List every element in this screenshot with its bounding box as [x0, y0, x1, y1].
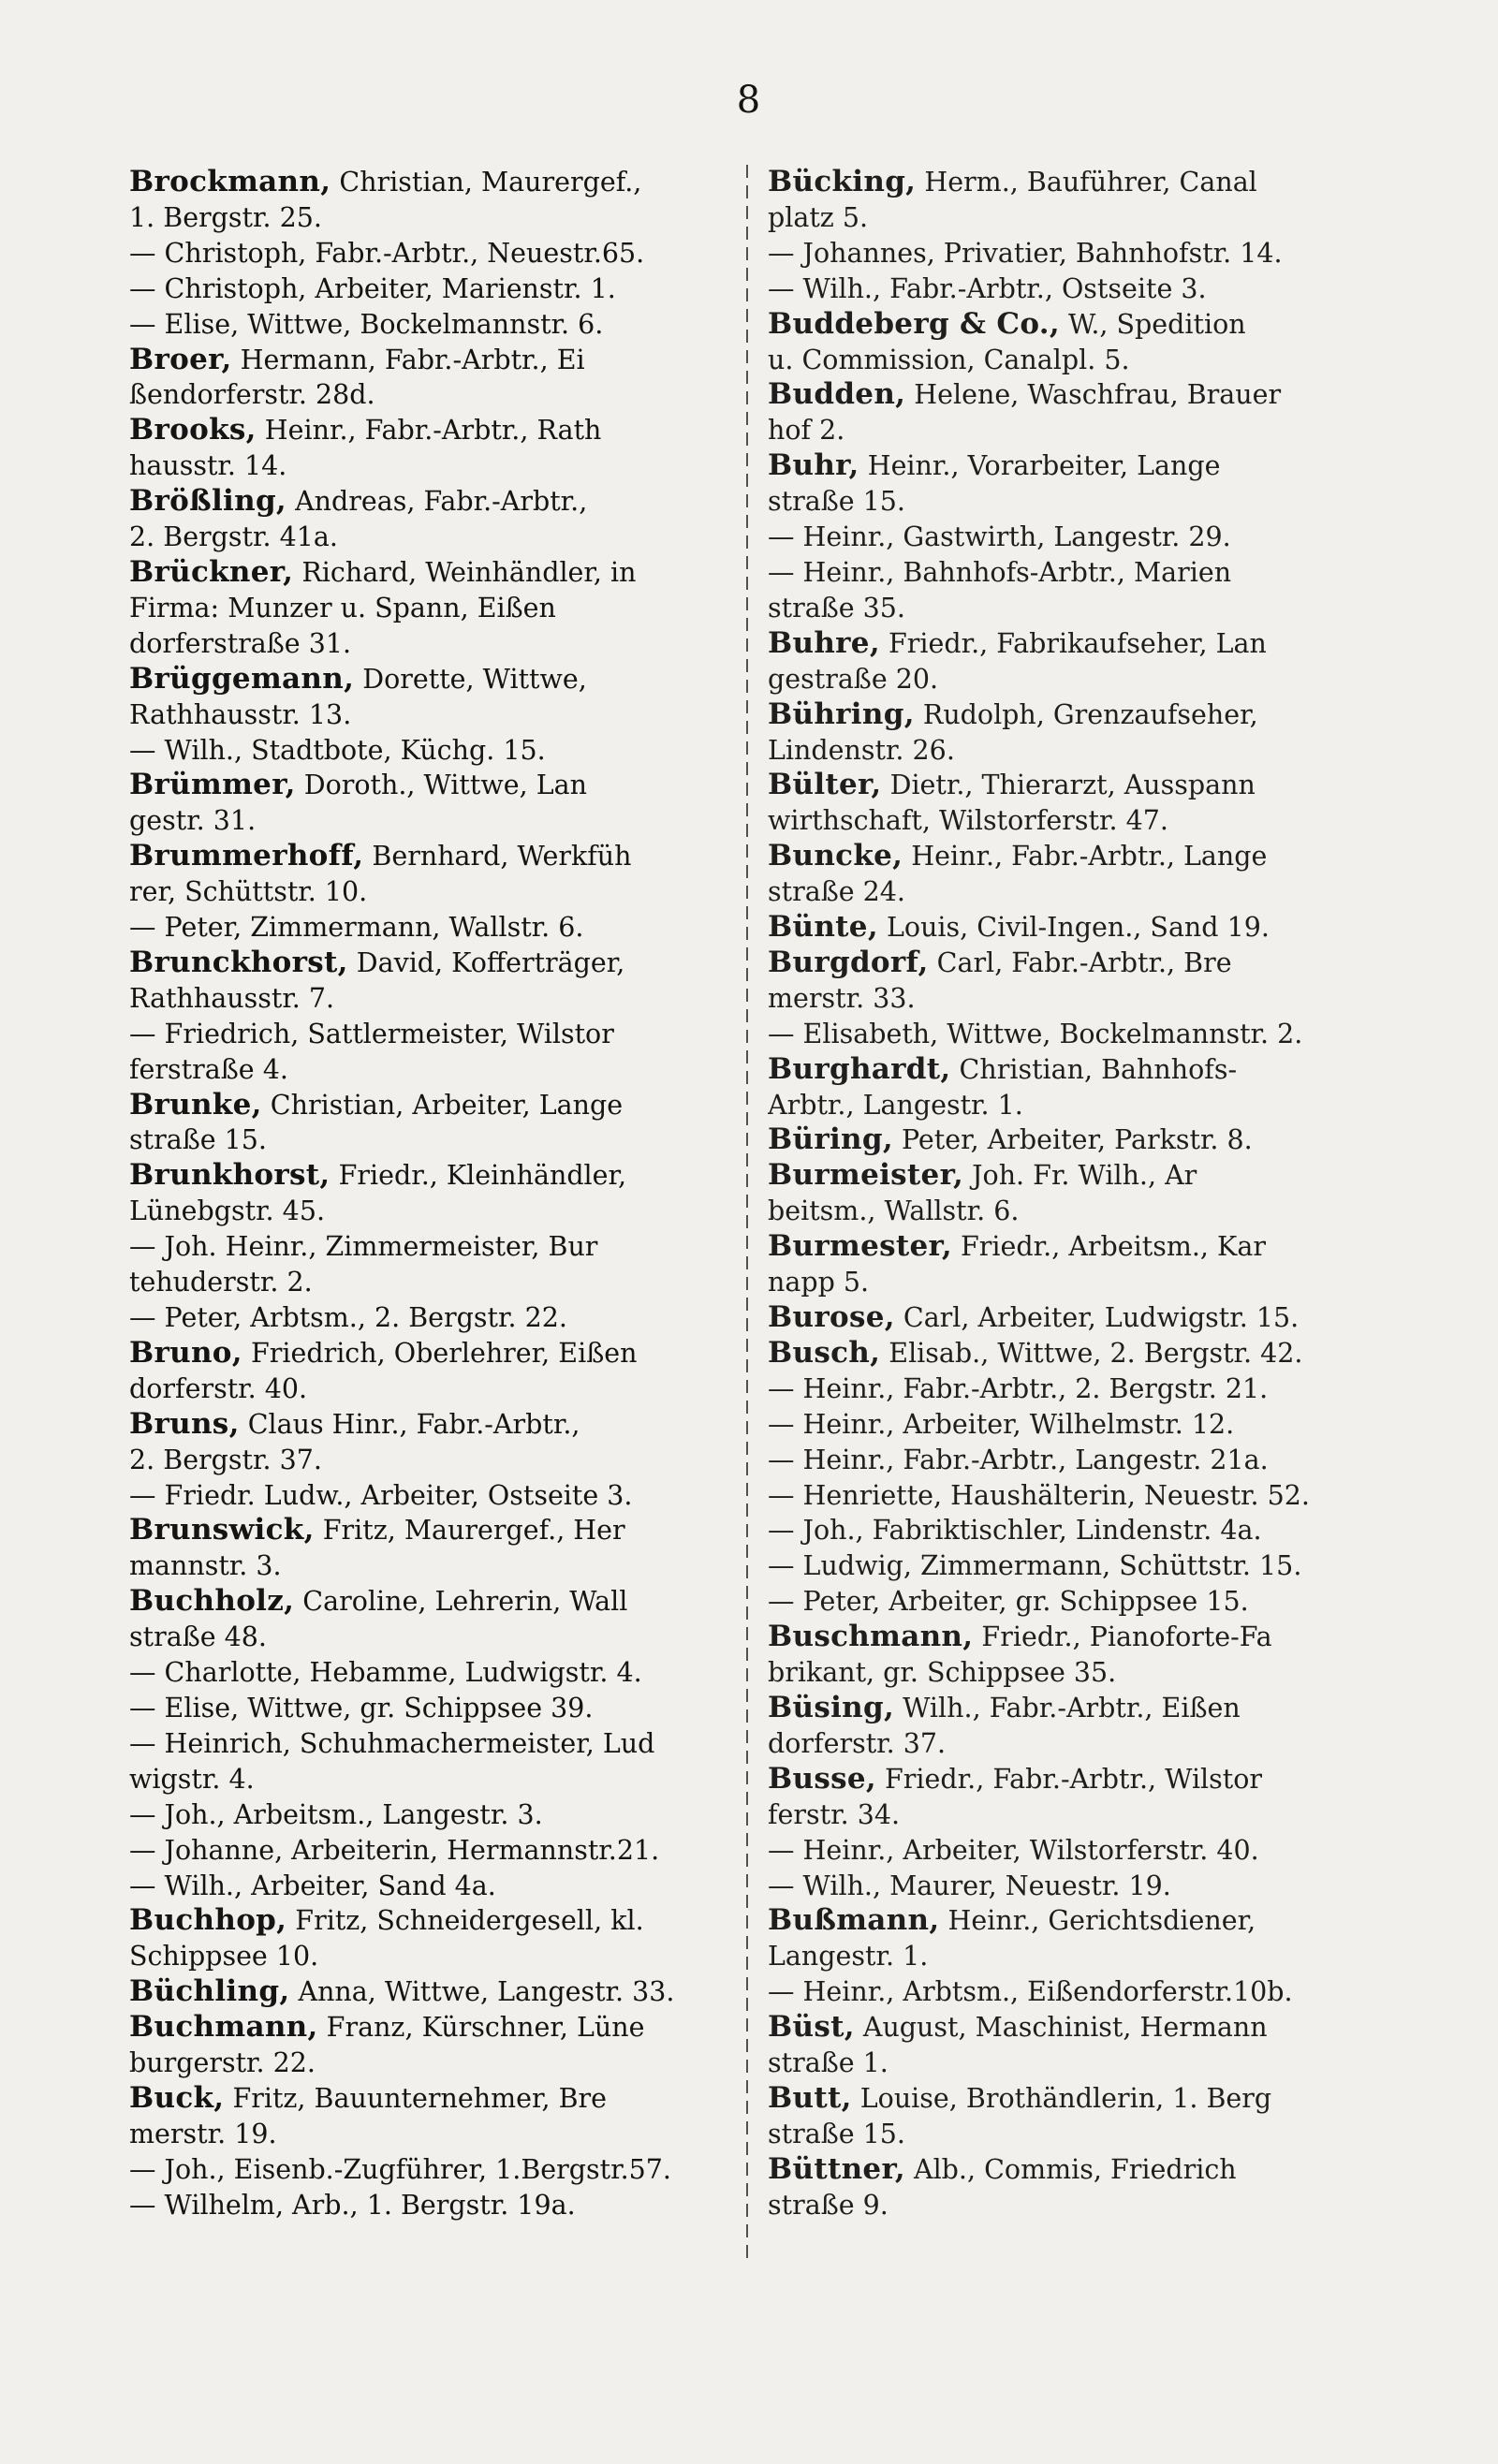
entry-line: Brunkhorst, Friedr., Kleinhändler, [129, 1158, 627, 1193]
directory-entry [129, 555, 728, 662]
entry-line: Büchling, Anna, Wittwe, Langestr. 33. [129, 1974, 675, 2009]
entry-surname: Burghardt, [768, 1051, 951, 1086]
directory-entry [129, 1903, 728, 1974]
entry-line: Brooks, Heinr., Fabr.-Arbtr., Rath [129, 413, 602, 447]
entry-surname: Burmester, [768, 1229, 952, 1264]
entry-line: — Wilh., Arbeiter, Sand 4a. [129, 1870, 496, 1901]
entry-line: burgerstr. 22. [129, 2047, 316, 2079]
entry-surname: Brunkhorst, [129, 1158, 330, 1193]
directory-entry [129, 946, 728, 1017]
entry-surname: Brückner, [129, 554, 294, 589]
directory-entry [768, 377, 1367, 448]
directory-entry [768, 271, 1367, 307]
directory-entry [768, 1122, 1367, 1158]
entry-surname: Bruns, [129, 1406, 240, 1441]
entry-line: Brümmer, Doroth., Wittwe, Lan [129, 768, 587, 802]
directory-entry [129, 1229, 728, 1300]
entry-line: Brunswick, Fritz, Maurergef., Her [129, 1513, 625, 1547]
entry-surname: Buhr, [768, 448, 859, 483]
entry-surname: Büttner, [768, 2151, 905, 2186]
entry-line: — Henriette, Haushälterin, Neuestr. 52. [768, 1479, 1310, 1511]
entry-surname: Buchholz, [129, 1584, 295, 1619]
entry-line: rer, Schüttstr. 10. [129, 876, 368, 908]
left-column [129, 165, 728, 2223]
directory-entry [129, 1797, 728, 1833]
entry-line: Bruno, Friedrich, Oberlehrer, Eißen [129, 1335, 638, 1370]
directory-entry [768, 520, 1367, 555]
directory-entry [768, 1869, 1367, 1904]
entry-line: Brunckhorst, David, Kofferträger, [129, 945, 625, 979]
entry-surname: Brümmer, [129, 768, 296, 802]
entry-surname: Burmeister, [768, 1158, 964, 1193]
entry-line: — Joh. Heinr., Zimmermeister, Bur [129, 1231, 598, 1263]
directory-entry [768, 236, 1367, 271]
entry-line: Lindenstr. 26. [768, 734, 955, 766]
directory-entry [768, 165, 1367, 236]
entry-line: merstr. 19. [129, 2118, 277, 2149]
entry-line: — Peter, Arbeiter, gr. Schippsee 15. [768, 1586, 1249, 1618]
entry-line: straße 15. [768, 486, 905, 518]
entry-line: — Heinr., Bahnhofs-Arbtr., Marien [768, 556, 1232, 588]
entry-line: Büring, Peter, Arbeiter, Parkstr. 8. [768, 1122, 1253, 1157]
directory-entry [768, 1691, 1367, 1762]
entry-line: straße 24. [768, 876, 905, 908]
entry-line: straße 15. [129, 1124, 267, 1156]
entry-line: — Elisabeth, Wittwe, Bockelmannstr. 2. [768, 1018, 1303, 1049]
entry-line: dorferstr. 40. [129, 1372, 308, 1404]
entry-surname: Buchmann, [129, 2010, 318, 2045]
entry-surname: Büst, [768, 2010, 855, 2045]
entry-line: — Heinr., Fabr.-Arbtr., Langestr. 21a. [768, 1444, 1269, 1475]
directory-entry [129, 1478, 728, 1514]
entry-surname: Brößling, [129, 484, 287, 519]
directory-entry [129, 2081, 728, 2152]
entry-line: Bülter, Dietr., Thierarzt, Ausspann [768, 768, 1256, 802]
entry-line: straße 9. [768, 2189, 889, 2221]
entry-line: Buschmann, Friedr., Pianoforte-Fa [768, 1620, 1272, 1654]
directory-entry [768, 2010, 1367, 2081]
entry-line: Bünte, Louis, Civil-Ingen., Sand 19. [768, 910, 1270, 945]
directory-entry [129, 413, 728, 484]
directory-entry [768, 1052, 1367, 1123]
entry-line: — Christoph, Arbeiter, Marienstr. 1. [129, 272, 616, 304]
directory-entry [129, 910, 728, 946]
entry-line: Bühring, Rudolph, Grenzaufseher, [768, 697, 1258, 731]
entry-line: wirthschaft, Wilstorferstr. 47. [768, 805, 1168, 837]
entry-line: — Joh., Fabriktischler, Lindenstr. 4a. [768, 1515, 1262, 1547]
entry-line: Brößling, Andreas, Fabr.-Arbtr., [129, 484, 588, 519]
entry-line: — Heinrich, Schuhmachermeister, Lud [129, 1727, 655, 1759]
directory-entry [129, 343, 728, 414]
entry-line: Rathhausstr. 13. [129, 698, 352, 730]
directory-entry [768, 626, 1367, 697]
entry-line: — Peter, Arbtsm., 2. Bergstr. 22. [129, 1302, 567, 1333]
directory-entry [129, 484, 728, 555]
entry-line: Buddeberg & Co., W., Spedition [768, 306, 1246, 341]
directory-entry [129, 1158, 728, 1229]
entry-line: ferstr. 34. [768, 1798, 901, 1830]
entry-line: gestr. 31. [129, 805, 257, 837]
entry-surname: Buck, [129, 2080, 225, 2115]
directory-entry [768, 1762, 1367, 1833]
entry-line: ßendorferstr. 28d. [129, 379, 375, 411]
entry-surname: Bühring, [768, 697, 915, 731]
entry-line: Bruns, Claus Hinr., Fabr.-Arbtr., [129, 1406, 580, 1441]
entry-line: — Heinr., Fabr.-Arbtr., 2. Bergstr. 21. [768, 1372, 1269, 1404]
directory-entry [129, 662, 728, 733]
entry-surname: Bruno, [129, 1335, 242, 1370]
entry-line: Burmester, Friedr., Arbeitsm., Kar [768, 1229, 1266, 1264]
entry-line: — Friedr. Ludw., Arbeiter, Ostseite 3. [129, 1479, 633, 1511]
entry-line: Burgdorf, Carl, Fabr.-Arbtr., Bre [768, 945, 1232, 979]
entry-line: — Heinr., Arbtsm., Eißendorferstr.10b. [768, 1976, 1293, 2008]
entry-line: Lünebgstr. 45. [129, 1195, 326, 1227]
directory-entry [129, 733, 728, 769]
entry-line: Buhre, Friedr., Fabrikaufseher, Lan [768, 625, 1267, 660]
entry-line: — Wilh., Maurer, Neuestr. 19. [768, 1870, 1171, 1901]
directory-entry [768, 1974, 1367, 2010]
directory-entry [129, 2152, 728, 2188]
entry-line: Burmeister, Joh. Fr. Wilh., Ar [768, 1158, 1197, 1193]
directory-entry [768, 2081, 1367, 2152]
entry-line: Schippsee 10. [129, 1941, 319, 1973]
entry-line: Brunke, Christian, Arbeiter, Lange [129, 1087, 624, 1122]
entry-line: Rathhausstr. 7. [129, 982, 335, 1014]
entry-line: Firma: Munzer u. Spann, Eißen [129, 592, 556, 623]
directory-entry [768, 448, 1367, 520]
directory-entry [768, 1478, 1367, 1514]
directory-entry [768, 1158, 1367, 1229]
entry-surname: Burose, [768, 1300, 895, 1334]
entry-line: 2. Bergstr. 41a. [129, 521, 338, 553]
entry-surname: Buddeberg & Co., [768, 306, 1060, 341]
directory-entry [129, 1513, 728, 1584]
directory-entry [768, 1336, 1367, 1371]
directory-entry [768, 1300, 1367, 1336]
entry-surname: Büring, [768, 1122, 893, 1157]
entry-line: 2. Bergstr. 37. [129, 1444, 322, 1475]
entry-line: straße 35. [768, 592, 905, 623]
entry-line: — Elise, Wittwe, Bockelmannstr. 6. [129, 308, 604, 340]
entry-line: Büsing, Wilh., Fabr.-Arbtr., Eißen [768, 1690, 1241, 1724]
entry-line: Brüggemann, Dorette, Wittwe, [129, 661, 587, 696]
directory-entry [129, 1407, 728, 1478]
entry-line: brikant, gr. Schippsee 35. [768, 1657, 1117, 1689]
entry-line: Büst, August, Maschinist, Hermann [768, 2010, 1268, 2045]
entry-line: — Wilhelm, Arb., 1. Bergstr. 19a. [129, 2189, 576, 2221]
right-column [768, 165, 1367, 2223]
entry-line: dorferstr. 37. [768, 1727, 947, 1759]
entry-line: wigstr. 4. [129, 1763, 255, 1795]
entry-line: 1. Bergstr. 25. [129, 201, 322, 233]
entry-line: Burose, Carl, Arbeiter, Ludwigstr. 15. [768, 1300, 1300, 1334]
entry-surname: Budden, [768, 377, 906, 412]
entry-line: mannstr. 3. [129, 1550, 282, 1582]
directory-entry [768, 2152, 1367, 2223]
entry-line: merstr. 33. [768, 982, 916, 1014]
entry-surname: Buchhop, [129, 1903, 287, 1938]
entry-surname: Brüggemann, [129, 661, 355, 696]
directory-entry [768, 1903, 1367, 1974]
entry-surname: Burgdorf, [768, 945, 929, 979]
directory-entry [129, 2010, 728, 2081]
directory-entry [129, 1726, 728, 1797]
entry-line: Budden, Helene, Waschfrau, Brauer [768, 377, 1282, 412]
directory-entry [129, 2188, 728, 2223]
entry-line: — Joh., Arbeitsm., Langestr. 3. [129, 1798, 543, 1830]
directory-entry [768, 1229, 1367, 1300]
entry-surname: Büsing, [768, 1690, 895, 1724]
directory-entry [768, 946, 1367, 1017]
entry-surname: Bünte, [768, 910, 878, 945]
directory-entry [768, 1371, 1367, 1407]
entry-line: — Christoph, Fabr.-Arbtr., Neuestr.65. [129, 237, 645, 269]
entry-line: dorferstraße 31. [129, 627, 352, 659]
directory-entry [129, 839, 728, 910]
entry-line: gestraße 20. [768, 663, 939, 695]
directory-entry [768, 1443, 1367, 1478]
directory-entry [129, 1088, 728, 1159]
entry-line: Brummerhoff, Bernhard, Werkfüh [129, 839, 632, 873]
entry-surname: Broer, [129, 342, 232, 376]
entry-line: — Joh., Eisenb.-Zugführer, 1.Bergstr.57. [129, 2153, 671, 2185]
directory-entry [129, 1833, 728, 1869]
entry-line: — Ludwig, Zimmermann, Schüttstr. 15. [768, 1550, 1302, 1582]
entry-line: straße 1. [768, 2047, 889, 2079]
entry-line: Broer, Hermann, Fabr.-Arbtr., Ei [129, 342, 585, 376]
entry-line: hausstr. 14. [129, 450, 287, 482]
entry-line: — Johannes, Privatier, Bahnhofstr. 14. [768, 237, 1283, 269]
directory-entry [129, 307, 728, 343]
entry-surname: Brummerhoff, [129, 839, 364, 873]
entry-surname: Bücking, [768, 165, 917, 198]
entry-surname: Buhre, [768, 625, 880, 660]
entry-line: Busch, Elisab., Wittwe, 2. Bergstr. 42. [768, 1335, 1303, 1370]
directory-entry [129, 1300, 728, 1336]
directory-entry [768, 1620, 1367, 1691]
entry-line: Brückner, Richard, Weinhändler, in [129, 554, 637, 589]
directory-entry [129, 1655, 728, 1691]
directory-entry [129, 1691, 728, 1726]
entry-line: Büttner, Alb., Commis, Friedrich [768, 2151, 1237, 2186]
entry-line: Butt, Louise, Brothändlerin, 1. Berg [768, 2080, 1272, 2115]
entry-surname: Busch, [768, 1335, 881, 1370]
directory-entry [768, 839, 1367, 910]
directory-entry [129, 236, 728, 271]
entry-surname: Brooks, [129, 413, 257, 447]
entry-line: Bußmann, Heinr., Gerichtsdiener, [768, 1903, 1256, 1938]
entry-surname: Bußmann, [768, 1903, 940, 1938]
entry-line: napp 5. [768, 1267, 870, 1298]
entry-line: tehuderstr. 2. [129, 1267, 313, 1298]
entry-line: Burghardt, Christian, Bahnhofs- [768, 1051, 1238, 1086]
directory-entry [768, 910, 1367, 946]
directory-entry [129, 271, 728, 307]
directory-entry [768, 1017, 1367, 1052]
directory-entry [768, 1548, 1367, 1584]
entry-surname: Brunke, [129, 1087, 262, 1122]
entry-surname: Butt, [768, 2080, 852, 2115]
entry-line: Brockmann, Christian, Maurergef., [129, 165, 642, 198]
entry-line: straße 15. [768, 2118, 905, 2149]
entry-line: u. Commission, Canalpl. 5. [768, 344, 1130, 375]
directory-entry [768, 1513, 1367, 1548]
page-number: 8 [736, 79, 762, 122]
directory-entry [129, 1336, 728, 1407]
entry-line: — Johanne, Arbeiterin, Hermannstr.21. [129, 1834, 660, 1866]
directory-entry [129, 1974, 728, 2010]
entry-line: straße 48. [129, 1621, 267, 1653]
entry-line: — Heinr., Gastwirth, Langestr. 29. [768, 521, 1231, 553]
entry-line: Busse, Friedr., Fabr.-Arbtr., Wilstor [768, 1761, 1263, 1796]
directory-entry [768, 1833, 1367, 1869]
entry-surname: Buncke, [768, 839, 903, 873]
entry-surname: Brunckhorst, [129, 945, 348, 979]
entry-line: hof 2. [768, 415, 845, 447]
entry-line: Buncke, Heinr., Fabr.-Arbtr., Lange [768, 839, 1268, 873]
entry-line: Buck, Fritz, Bauunternehmer, Bre [129, 2080, 608, 2115]
directory-entry [129, 165, 728, 236]
entry-line: — Heinr., Arbeiter, Wilhelmstr. 12. [768, 1408, 1235, 1440]
entry-line: platz 5. [768, 201, 869, 233]
entry-line: Buchhop, Fritz, Schneidergesell, kl. [129, 1903, 644, 1938]
directory-entry [768, 697, 1367, 769]
directory-entry [768, 555, 1367, 626]
entry-line: — Friedrich, Sattlermeister, Wilstor [129, 1018, 614, 1049]
directory-entry [129, 768, 728, 839]
entry-line: — Heinr., Arbeiter, Wilstorferstr. 40. [768, 1834, 1259, 1866]
entry-line: ferstraße 4. [129, 1053, 288, 1085]
column-divider [746, 165, 748, 2262]
directory-entry [129, 1017, 728, 1088]
entry-surname: Bülter, [768, 768, 882, 802]
entry-line: Buhr, Heinr., Vorarbeiter, Lange [768, 448, 1221, 483]
entry-line: beitsm., Wallstr. 6. [768, 1195, 1020, 1227]
directory-entry [129, 1584, 728, 1655]
entry-surname: Brunswick, [129, 1513, 315, 1547]
directory-entry [768, 1407, 1367, 1443]
entry-surname: Brockmann, [129, 165, 331, 198]
entry-surname: Buschmann, [768, 1620, 974, 1654]
entry-surname: Büchling, [129, 1974, 290, 2009]
entry-line: — Peter, Zimmermann, Wallstr. 6. [129, 912, 584, 944]
entry-line: Buchholz, Caroline, Lehrerin, Wall [129, 1584, 628, 1619]
entry-line: Langestr. 1. [768, 1941, 929, 1973]
entry-line: — Wilh., Fabr.-Arbtr., Ostseite 3. [768, 272, 1207, 304]
entry-line: Arbtr., Langestr. 1. [768, 1089, 1023, 1121]
entry-line: — Wilh., Stadtbote, Küchg. 15. [129, 734, 546, 766]
directory-entry [768, 768, 1367, 839]
entry-line: — Elise, Wittwe, gr. Schippsee 39. [129, 1692, 594, 1723]
entry-line: Buchmann, Franz, Kürschner, Lüne [129, 2010, 645, 2045]
directory-entry [768, 307, 1367, 378]
entry-line: Bücking, Herm., Bauführer, Canal [768, 165, 1257, 198]
entry-line: — Charlotte, Hebamme, Ludwigstr. 4. [129, 1657, 642, 1689]
directory-entry [129, 1869, 728, 1904]
directory-entry [768, 1584, 1367, 1620]
entry-surname: Busse, [768, 1761, 876, 1796]
